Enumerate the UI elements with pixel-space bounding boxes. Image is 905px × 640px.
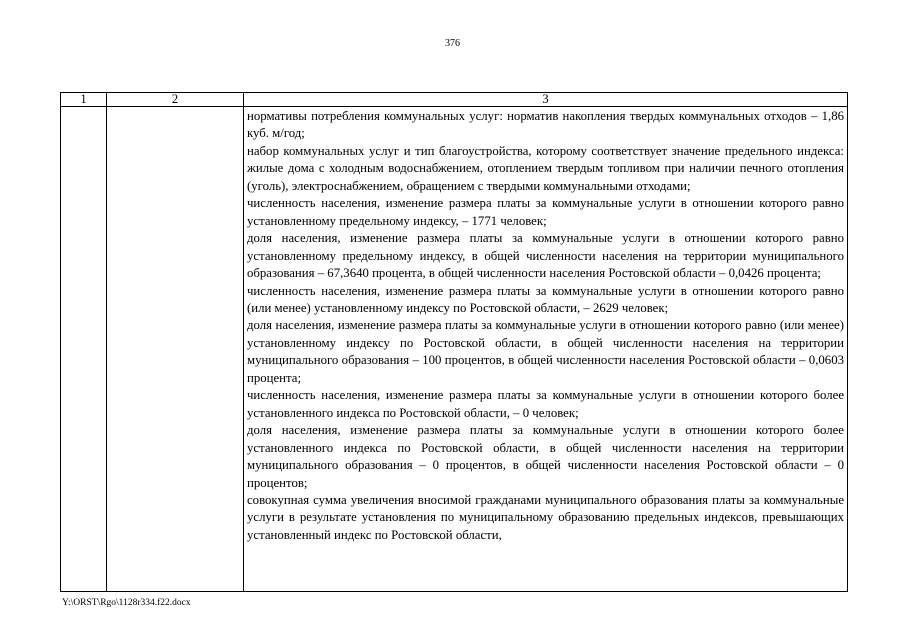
- paragraph: численность населения, изменение размера платы за коммунальные услуги в отношении которого более установленного индекса по Ростовской области, – 0 человек;: [247, 388, 844, 420]
- paragraph: доля населения, изменение размера платы за коммунальные услуги в отношении которого более установленного индекса по Ростовской области, в общей численности населения на территории муниципального образования – 0 процентов, в общей численности населения Ростовской области – 0 процентов;: [247, 423, 844, 490]
- table-body-row: [61, 107, 848, 592]
- paragraph: совокупная сумма увеличения вносимой гражданами муниципального образования платы за коммунальные услуги в результате установления по муниципальному образованию предельных индексов, превышающих установленный индекс по Ростовской области,: [247, 492, 844, 542]
- document-table: [60, 92, 848, 592]
- paragraph: численность населения, изменение размера платы за коммунальные услуги в отношении которого равно (или менее) установленному индексу по Ростовской области, – 2629 человек;: [247, 283, 844, 315]
- paragraph: доля населения, изменение размера платы за коммунальные услуги в отношении которого равно установленному предельному индексу, в общей численности населения на территории муниципального образования – 67,3640 процента, в общей численности населения Ростовской области – 0,0426 процента;: [247, 231, 844, 281]
- paragraph: численность населения, изменение размера платы за коммунальные услуги в отношении которого равно установленному предельному индексу, – 1771 человек;: [247, 196, 844, 228]
- table-header-row: [61, 93, 848, 107]
- paragraph: нормативы потребления коммунальных услуг: норматив накопления твердых коммунальных отходов – 1,86 куб. м/год;: [247, 109, 844, 141]
- body-cell-3: [244, 107, 848, 592]
- header-cell-1: 1: [61, 93, 107, 107]
- footer-file-path: Y:\ORST\Rgo\1128r334.f22.docx: [62, 598, 191, 608]
- page-number: 376: [445, 38, 460, 49]
- body-cell-1: [61, 107, 107, 592]
- body-cell-2: [107, 107, 244, 592]
- paragraph: доля населения, изменение размера платы за коммунальные услуги в отношении которого равно (или менее) установленному индексу по Ростовской области, в общей численности населения на территории муниципального образования – 100 процентов, в общей численности населения Ростовской области – 0,0603 процента;: [247, 318, 844, 385]
- paragraph: набор коммунальных услуг и тип благоустройства, которому соответствует значение предельного индекса: жилые дома с холодным водоснабжением, отоплением твердым топливом при наличии печного отопления (уголь), электроснабжением, обращением с твердыми коммунальными отходами;: [247, 143, 844, 193]
- header-cell-2: 2: [107, 93, 244, 107]
- header-cell-3: 3: [244, 93, 848, 107]
